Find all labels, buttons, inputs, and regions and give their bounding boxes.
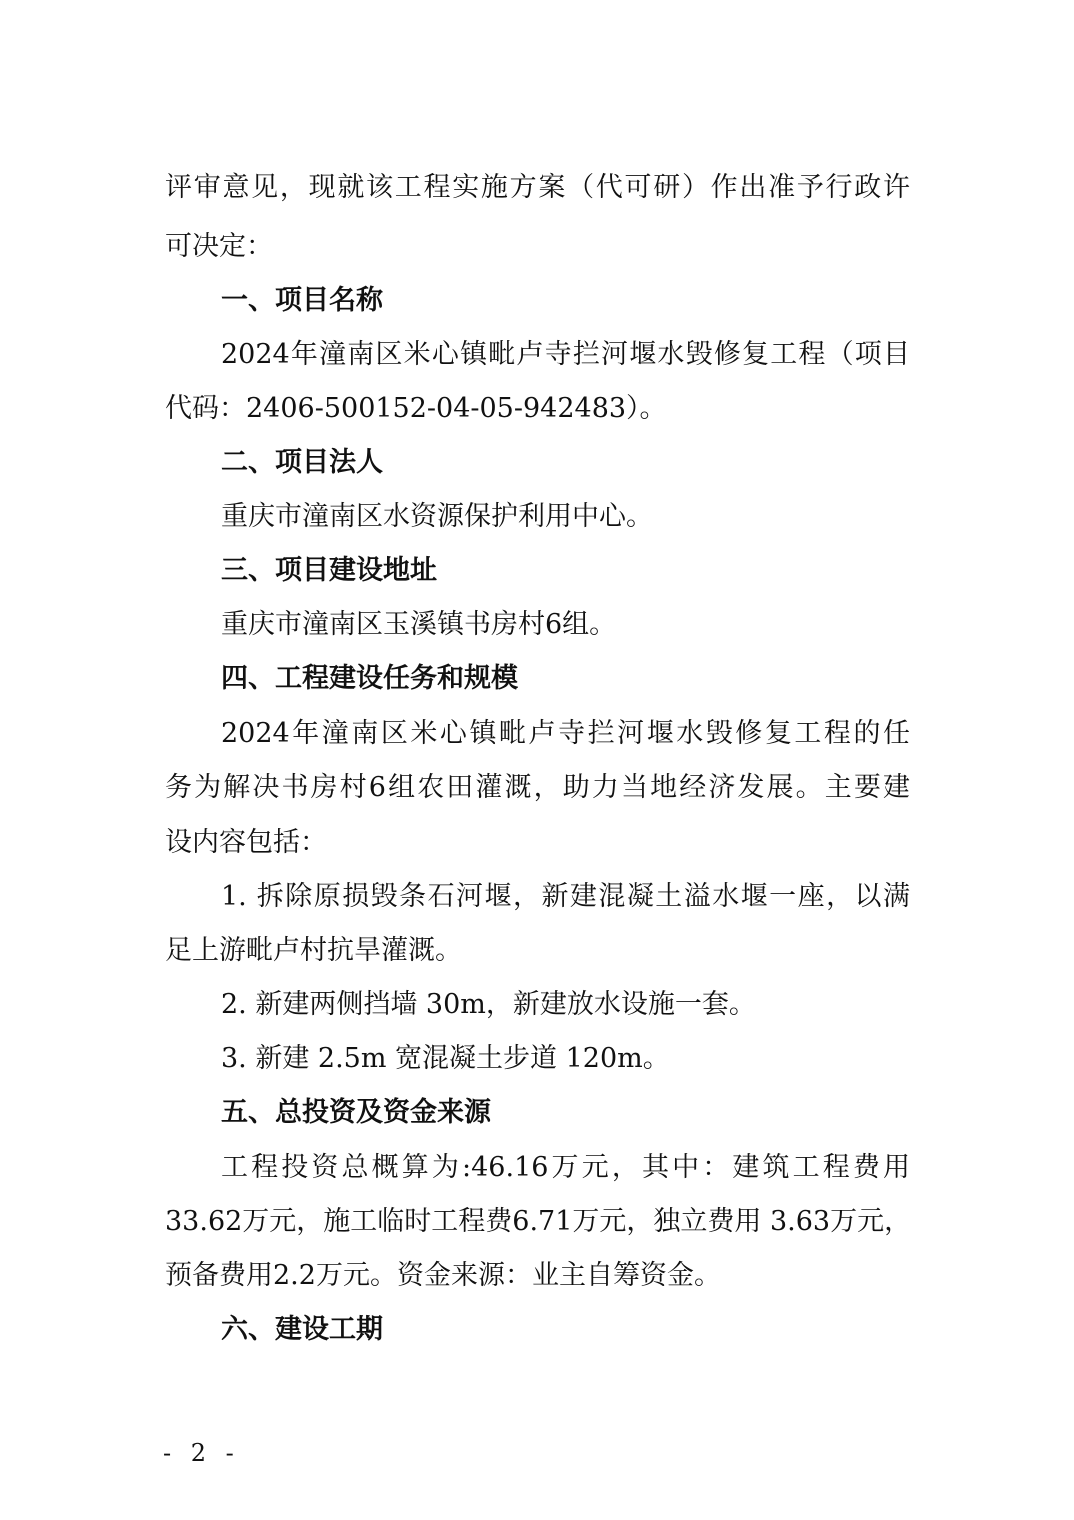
paragraph-line: 足上游毗卢村抗旱灌溉。 [165,935,462,966]
page-number: - 2 - [163,1439,240,1467]
paragraph-line: 重庆市潼南区玉溪镇书房村6组。 [221,609,617,640]
paragraph-line: 代码：2406-500152-04-05-942483）。 [165,393,667,424]
list-item: 3. 新建 2.5m 宽混凝土步道 120m。 [221,1043,670,1074]
paragraph-line: 33.62万元，施工临时工程费6.71万元，独立费用 3.63万元， [165,1206,912,1237]
paragraph-line: 务为解决书房村6组农田灌溉，助力当地经济发展。主要建 [165,772,910,803]
paragraph-line: 2024年潼南区米心镇毗卢寺拦河堰水毁修复工程的任 [221,718,910,749]
section-heading: 五、总投资及资金来源 [221,1097,491,1128]
section-heading: 六、建设工期 [221,1314,383,1345]
section-heading: 三、项目建设地址 [221,555,437,586]
paragraph-line: 评审意见，现就该工程实施方案（代可研）作出准予行政许 [165,172,910,203]
paragraph-line: 工程投资总概算为:46.16万元，其中：建筑工程费用 [221,1152,910,1183]
list-item: 1. 拆除原损毁条石河堰，新建混凝土溢水堰一座，以满 [221,881,910,912]
paragraph-line: 可决定： [165,231,273,262]
section-heading: 四、工程建设任务和规模 [221,663,518,694]
paragraph-line: 设内容包括： [165,827,327,858]
list-item: 2. 新建两侧挡墙 30m，新建放水设施一套。 [221,989,756,1020]
section-heading: 一、项目名称 [221,285,383,316]
section-heading: 二、项目法人 [221,447,383,478]
paragraph-line: 重庆市潼南区水资源保护利用中心。 [221,501,653,532]
paragraph-line: 2024年潼南区米心镇毗卢寺拦河堰水毁修复工程（项目 [221,339,910,370]
paragraph-line: 预备费用2.2万元。资金来源：业主自筹资金。 [165,1260,721,1291]
